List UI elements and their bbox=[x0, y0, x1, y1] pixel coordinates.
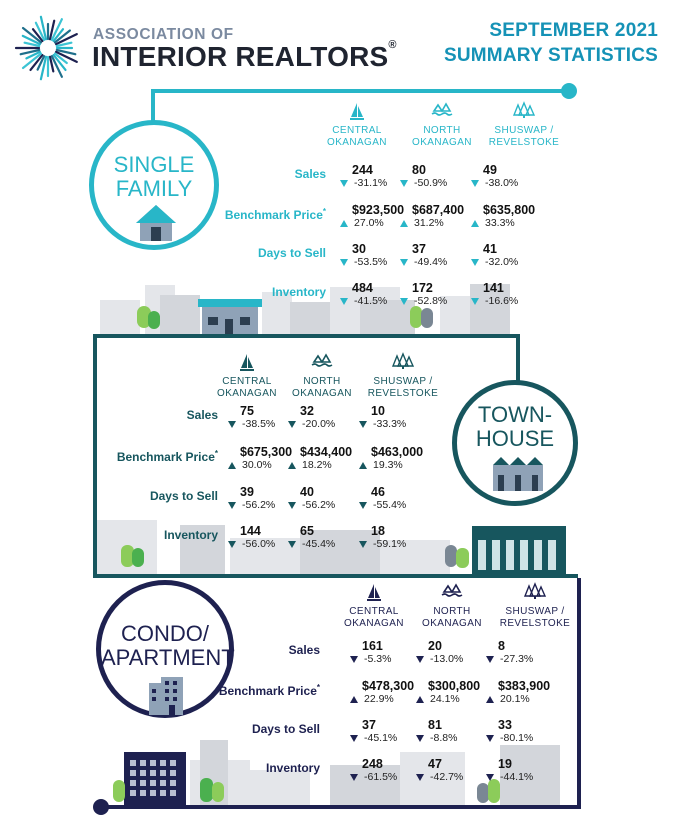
stat-value: 33 bbox=[498, 718, 512, 732]
stat-value: $923,500 bbox=[352, 203, 405, 217]
stat-change: -49.4% bbox=[400, 256, 447, 268]
tree-icon bbox=[421, 308, 433, 328]
stat-change: -27.3% bbox=[486, 653, 533, 665]
condo-frame-right bbox=[577, 578, 581, 808]
apartment-icon bbox=[149, 677, 183, 715]
stat-value: $478,300 bbox=[362, 679, 415, 693]
arrow-down-icon bbox=[359, 502, 367, 509]
stat-change: -61.5% bbox=[350, 771, 397, 783]
stat-change: -38.5% bbox=[228, 418, 275, 430]
stat-change: -44.1% bbox=[486, 771, 533, 783]
stat-value: 19 bbox=[498, 757, 512, 771]
org-name-line2: INTERIOR REALTORS® bbox=[92, 39, 397, 72]
region-name-line2: OKANAGAN bbox=[412, 137, 472, 148]
waves-icon bbox=[442, 590, 462, 601]
region-name-line2: OKANAGAN bbox=[344, 618, 404, 629]
arrow-up-icon bbox=[350, 696, 358, 703]
house-window bbox=[240, 317, 250, 325]
stat-change: -53.5% bbox=[340, 256, 387, 268]
row-label: Benchmark Price* bbox=[116, 449, 218, 464]
arrow-down-icon bbox=[486, 735, 494, 742]
arrow-down-icon bbox=[288, 502, 296, 509]
arrow-up-icon bbox=[288, 462, 296, 469]
stat-change: 22.9% bbox=[350, 693, 394, 705]
row-label: Sales bbox=[294, 167, 326, 181]
region-header bbox=[484, 125, 564, 149]
region-name-line2: OKANAGAN bbox=[217, 388, 277, 399]
stat-value: 172 bbox=[412, 281, 433, 295]
single-family-badge bbox=[89, 120, 219, 250]
stat-value: $675,300 bbox=[240, 445, 293, 459]
stat-value: 46 bbox=[371, 485, 385, 499]
row-label: Days to Sell bbox=[149, 489, 218, 503]
stat-value: 65 bbox=[300, 524, 314, 538]
stat-change: -56.0% bbox=[228, 538, 275, 550]
stat-value: 32 bbox=[300, 404, 314, 418]
row-label: Benchmark Price* bbox=[224, 207, 326, 222]
arrow-up-icon bbox=[471, 220, 479, 227]
stat-change: -45.4% bbox=[288, 538, 335, 550]
stat-value: 248 bbox=[362, 757, 383, 771]
sailboat-icon bbox=[367, 594, 381, 605]
registered-mark: ® bbox=[388, 39, 397, 51]
sunburst-logo-icon bbox=[16, 16, 80, 80]
arrow-down-icon bbox=[486, 774, 494, 781]
arrow-up-icon bbox=[359, 462, 367, 469]
stat-value: 49 bbox=[483, 163, 497, 177]
region-name-line1: CENTRAL bbox=[222, 376, 272, 387]
region-icon-wrap bbox=[484, 103, 564, 123]
stat-value: 10 bbox=[371, 404, 385, 418]
stat-change: 33.3% bbox=[471, 217, 515, 229]
stat-value: 37 bbox=[412, 242, 426, 256]
condo-title-line1: CONDO/ bbox=[121, 621, 209, 646]
apartment-windows bbox=[130, 760, 180, 800]
tree-icon bbox=[456, 548, 469, 568]
skyline-building bbox=[160, 295, 200, 334]
tree-icon bbox=[113, 780, 125, 802]
arrow-up-icon bbox=[340, 220, 348, 227]
skyline-building bbox=[250, 770, 310, 805]
region-name-line2: OKANAGAN bbox=[292, 388, 352, 399]
townhouse-title-line1: TOWN- bbox=[477, 402, 553, 427]
stat-change: -50.9% bbox=[400, 177, 447, 189]
house-window bbox=[208, 317, 218, 325]
row-label: Inventory bbox=[163, 528, 218, 542]
arrow-down-icon bbox=[288, 541, 296, 548]
stat-value: 80 bbox=[412, 163, 426, 177]
region-name-line1: CENTRAL bbox=[332, 125, 382, 136]
townhouse-windows bbox=[478, 540, 560, 570]
arrow-down-icon bbox=[340, 180, 348, 187]
region-icon-wrap bbox=[412, 584, 492, 604]
region-header bbox=[317, 125, 397, 149]
stat-change: -41.5% bbox=[340, 295, 387, 307]
arrow-down-icon bbox=[400, 259, 408, 266]
stat-change: 20.1% bbox=[486, 693, 530, 705]
region-header bbox=[402, 125, 482, 149]
row-label: Benchmark Price* bbox=[218, 683, 320, 698]
house-door bbox=[225, 319, 233, 334]
condo-title-line2: APARTMENT bbox=[101, 645, 235, 670]
stat-change: -80.1% bbox=[486, 732, 533, 744]
stat-value: 30 bbox=[352, 242, 366, 256]
townhouse-frame-top bbox=[93, 334, 520, 338]
region-name-line1: SHUSWAP / bbox=[505, 606, 565, 617]
stat-value: 41 bbox=[483, 242, 497, 256]
arrow-down-icon bbox=[416, 735, 424, 742]
region-name-line1: NORTH bbox=[303, 376, 341, 387]
region-header bbox=[207, 376, 287, 400]
stat-change: 18.2% bbox=[288, 459, 332, 471]
townhouse-frame-bottom bbox=[93, 574, 578, 578]
asterisk: * bbox=[322, 207, 326, 216]
connector-end-dot bbox=[561, 83, 577, 99]
region-name-line2: REVELSTOKE bbox=[488, 137, 560, 148]
stat-value: 81 bbox=[428, 718, 442, 732]
region-header bbox=[495, 606, 575, 630]
stat-change: -52.8% bbox=[400, 295, 447, 307]
stat-change: -20.0% bbox=[288, 418, 335, 430]
tree-icon bbox=[212, 782, 224, 802]
region-header bbox=[282, 376, 362, 400]
stat-value: $300,800 bbox=[428, 679, 481, 693]
stat-value: 37 bbox=[362, 718, 376, 732]
sailboat-icon bbox=[240, 364, 254, 375]
stat-value: 144 bbox=[240, 524, 261, 538]
arrow-down-icon bbox=[228, 502, 236, 509]
arrow-down-icon bbox=[340, 259, 348, 266]
row-label: Days to Sell bbox=[251, 722, 320, 736]
arrow-down-icon bbox=[359, 541, 367, 548]
stat-change: -32.0% bbox=[471, 256, 518, 268]
stat-value: 141 bbox=[483, 281, 504, 295]
stat-value: 484 bbox=[352, 281, 373, 295]
trees-icon bbox=[393, 362, 413, 373]
townhouse-frame-right bbox=[516, 334, 520, 384]
region-name-line1: SHUSWAP / bbox=[373, 376, 433, 387]
stat-value: 161 bbox=[362, 639, 383, 653]
stat-value: 39 bbox=[240, 485, 254, 499]
stat-change: -45.1% bbox=[350, 732, 397, 744]
region-name-line2: OKANAGAN bbox=[327, 137, 387, 148]
skyline-building bbox=[100, 300, 140, 334]
arrow-down-icon bbox=[340, 298, 348, 305]
stat-change: 27.0% bbox=[340, 217, 384, 229]
asterisk: * bbox=[214, 449, 218, 458]
condo-frame-bottom bbox=[99, 805, 581, 809]
condo-end-dot bbox=[93, 799, 109, 815]
stat-value: 8 bbox=[498, 639, 505, 653]
region-header bbox=[363, 376, 443, 400]
stat-value: 244 bbox=[352, 163, 373, 177]
stat-value: $687,400 bbox=[412, 203, 465, 217]
stat-change: -59.1% bbox=[359, 538, 406, 550]
stat-value: 75 bbox=[240, 404, 254, 418]
region-icon-wrap bbox=[402, 103, 482, 123]
stat-change: -56.2% bbox=[288, 499, 335, 511]
stat-change: 19.3% bbox=[359, 459, 403, 471]
stat-change: 30.0% bbox=[228, 459, 272, 471]
stat-change: -42.7% bbox=[416, 771, 463, 783]
stat-value: 20 bbox=[428, 639, 442, 653]
stat-value: $434,400 bbox=[300, 445, 353, 459]
arrow-up-icon bbox=[486, 696, 494, 703]
stat-value: $635,800 bbox=[483, 203, 536, 217]
arrow-down-icon bbox=[400, 180, 408, 187]
stat-change: -55.4% bbox=[359, 499, 406, 511]
waves-icon bbox=[432, 109, 452, 120]
asterisk: * bbox=[316, 683, 320, 692]
stat-change: -38.0% bbox=[471, 177, 518, 189]
arrow-down-icon bbox=[350, 656, 358, 663]
stat-change: -31.1% bbox=[340, 177, 387, 189]
region-icon-wrap bbox=[282, 354, 362, 374]
single-family-title-line1: SINGLE bbox=[113, 152, 195, 177]
stat-value: $463,000 bbox=[371, 445, 424, 459]
report-title-summary: SUMMARY STATISTICS bbox=[443, 45, 658, 66]
report-title-month: SEPTEMBER 2021 bbox=[489, 20, 658, 41]
arrow-down-icon bbox=[350, 774, 358, 781]
arrow-down-icon bbox=[350, 735, 358, 742]
stat-value: 40 bbox=[300, 485, 314, 499]
arrow-up-icon bbox=[400, 220, 408, 227]
arrow-down-icon bbox=[359, 421, 367, 428]
stat-change: -16.6% bbox=[471, 295, 518, 307]
row-label: Sales bbox=[288, 643, 320, 657]
trees-icon bbox=[525, 592, 545, 603]
stat-change: -56.2% bbox=[228, 499, 275, 511]
region-name-line1: SHUSWAP / bbox=[494, 125, 554, 136]
region-name-line2: OKANAGAN bbox=[422, 618, 482, 629]
tree-icon bbox=[132, 548, 144, 567]
trees-icon bbox=[514, 111, 534, 122]
waves-icon bbox=[312, 360, 332, 371]
teal-house-roof bbox=[198, 299, 262, 307]
stat-change: -13.0% bbox=[416, 653, 463, 665]
stat-value: $383,900 bbox=[498, 679, 551, 693]
stat-change: 31.2% bbox=[400, 217, 444, 229]
row-label: Inventory bbox=[271, 285, 326, 299]
region-name-line1: NORTH bbox=[423, 125, 461, 136]
arrow-down-icon bbox=[471, 180, 479, 187]
row-label: Sales bbox=[186, 408, 218, 422]
arrow-down-icon bbox=[288, 421, 296, 428]
region-icon-wrap bbox=[495, 584, 575, 604]
skyline-building bbox=[290, 302, 330, 334]
single-family-connector-vert bbox=[151, 89, 155, 121]
arrow-down-icon bbox=[228, 541, 236, 548]
arrow-down-icon bbox=[228, 421, 236, 428]
arrow-down-icon bbox=[471, 259, 479, 266]
house-icon bbox=[134, 203, 178, 243]
org-name-line1: ASSOCIATION OF bbox=[93, 26, 234, 43]
region-name-line1: NORTH bbox=[433, 606, 471, 617]
region-icon-wrap bbox=[334, 584, 414, 604]
stat-change: -33.3% bbox=[359, 418, 406, 430]
townhouse-icon bbox=[493, 457, 543, 491]
row-label: Days to Sell bbox=[257, 246, 326, 260]
townhouse-title-line2: HOUSE bbox=[475, 426, 555, 451]
single-family-title-line2: FAMILY bbox=[115, 176, 193, 201]
townhouse-badge bbox=[452, 380, 578, 506]
arrow-down-icon bbox=[486, 656, 494, 663]
stat-value: 47 bbox=[428, 757, 442, 771]
arrow-down-icon bbox=[471, 298, 479, 305]
row-label: Inventory bbox=[265, 761, 320, 775]
stat-change: 24.1% bbox=[416, 693, 460, 705]
region-name-line1: CENTRAL bbox=[349, 606, 399, 617]
region-header bbox=[412, 606, 492, 630]
stat-value: 18 bbox=[371, 524, 385, 538]
region-name-line2: REVELSTOKE bbox=[367, 388, 439, 399]
stat-change: -8.8% bbox=[416, 732, 457, 744]
arrow-down-icon bbox=[400, 298, 408, 305]
arrow-up-icon bbox=[416, 696, 424, 703]
region-icon-wrap bbox=[207, 354, 287, 374]
single-family-connector-top bbox=[151, 89, 569, 93]
sailboat-icon bbox=[350, 113, 364, 124]
arrow-down-icon bbox=[416, 656, 424, 663]
region-name-line2: REVELSTOKE bbox=[499, 618, 571, 629]
stat-change: -5.3% bbox=[350, 653, 391, 665]
arrow-down-icon bbox=[416, 774, 424, 781]
region-icon-wrap bbox=[317, 103, 397, 123]
tree-icon bbox=[148, 311, 160, 329]
region-header bbox=[334, 606, 414, 630]
condo-badge bbox=[96, 580, 234, 718]
arrow-up-icon bbox=[228, 462, 236, 469]
region-icon-wrap bbox=[363, 354, 443, 374]
